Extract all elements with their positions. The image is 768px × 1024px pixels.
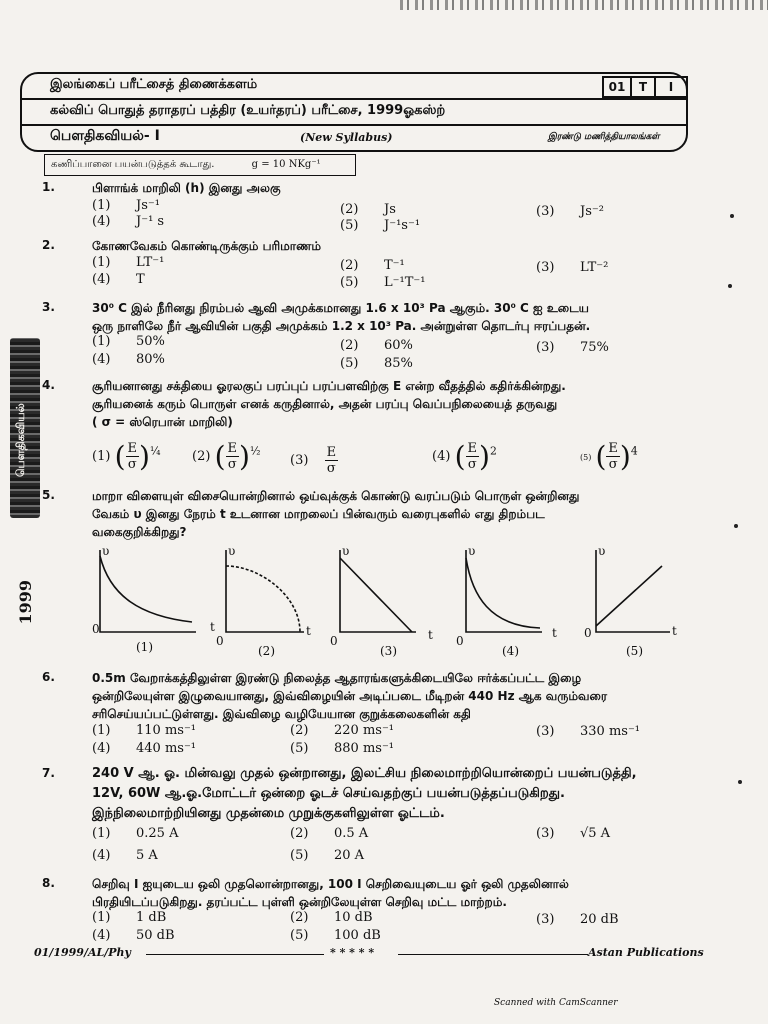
option [92, 848, 158, 863]
exponent: ¼ [149, 444, 161, 458]
graph-curve [100, 556, 192, 622]
option-value: T⁻¹ [384, 258, 405, 273]
option-number: (4) [432, 449, 451, 464]
question-text: சூரியனானது சக்தியை ஓரலகுப் பரப்புப் பரப்பளவிற்கு E என்ற வீதத்தில் கதிர்க்கின்றது. [92, 379, 566, 393]
option [290, 741, 394, 756]
graph-axes [340, 550, 416, 632]
frac-top: E [227, 441, 237, 456]
option-value: Js⁻² [580, 204, 604, 219]
option-number: (1) [92, 334, 111, 349]
option [536, 204, 604, 219]
option [290, 723, 394, 738]
frac-bottom: σ [467, 457, 477, 472]
question-text: பிளாங்க் மாறிலி (h) இனது அலகு [92, 181, 281, 195]
origin-label: 0 [456, 634, 464, 648]
question-number: 7. [42, 766, 55, 780]
graph-label: (4) [502, 644, 519, 658]
graph-label: (3) [380, 644, 397, 658]
scan-speck [728, 284, 732, 288]
question-number: 3. [42, 300, 55, 314]
code-box: T [630, 76, 656, 98]
exam-title: கல்விப் பொதுத் தராதரப் பத்திர (உயர்தரப்) பரீட்சை, 1999ஓகஸ்ற் [50, 103, 446, 118]
option-number: (4) [92, 352, 111, 367]
option [92, 352, 165, 367]
frac-bottom: σ [608, 457, 618, 472]
axis-x-label: t [552, 626, 557, 640]
department-name: இலங்கைப் பரீட்சைத் திணைக்களம் [50, 77, 258, 92]
option-formula: (5) ( $\frac{E}{\sigma}$ )$^4$ [580, 440, 638, 473]
subject-title: பௌதிகவியல்- I [50, 128, 160, 144]
option-number: (2) [290, 910, 309, 925]
option-number: (1) [92, 826, 111, 841]
axis-x-label: t [672, 624, 677, 638]
option-value: 20 dB [580, 912, 619, 927]
axis-y-label: υ [468, 544, 476, 558]
axis-y-label: υ [342, 544, 350, 558]
option-value: 60% [384, 338, 413, 353]
option-number: (4) [92, 928, 111, 943]
option [340, 356, 413, 371]
option-value: 10 dB [334, 910, 373, 925]
option-number: (2) [340, 258, 359, 273]
option-value: J⁻¹ s [136, 214, 165, 229]
option-number: (3) [536, 204, 555, 219]
option-formula [290, 445, 338, 476]
question-number: 2. [42, 238, 55, 252]
duration-label: இரண்டு மணித்தியாலங்கள் [548, 132, 660, 142]
option-number: (2) [340, 202, 359, 217]
option [92, 272, 145, 287]
question-text: இந்நிலைமாற்றியினது முதன்மை முறுக்குகளிலுள்ள ஓட்டம். [92, 806, 445, 821]
origin-label: 0 [584, 626, 592, 640]
option-number: (5) [290, 928, 309, 943]
question-text: ஒரு நாளிலே நீர் ஆவியின் பகுதி அமுக்கம் 1.2 x 10³ Pa. அன்றுள்ள தொடர்பு ஈரப்பதன். [92, 319, 591, 333]
frac-bottom: σ [127, 457, 137, 472]
option-value: 5 A [136, 848, 158, 863]
header-divider [22, 124, 686, 126]
option-value: LT⁻¹ [136, 255, 165, 270]
question-text: 0.5m வேறாக்கத்திலுள்ள இரண்டு நிலைத்த ஆதாரங்களுக்கிடையிலே ஈர்க்கப்பட்ட இழை [92, 671, 582, 685]
syllabus-label: (New Syllabus) [300, 131, 393, 144]
axis-y-label: υ [598, 544, 606, 558]
axis-y-label: υ [102, 544, 110, 558]
footer-publisher: Astan Publications [588, 946, 704, 959]
side-tab-label: பௌதிகவியல் [14, 403, 27, 477]
frac-top: E [127, 441, 137, 456]
frac-top: E [608, 441, 618, 456]
option-value: J⁻¹s⁻¹ [384, 218, 421, 233]
option-number: (5) [340, 218, 359, 233]
graph-axes [596, 550, 670, 632]
origin-label: 0 [330, 634, 338, 648]
footer-stars: * * * * * [330, 946, 375, 959]
option-value: 0.25 A [136, 826, 179, 841]
option-number: (2) [290, 723, 309, 738]
exponent: 4 [630, 444, 638, 458]
question-text: சூரியனைக் கரும் பொருள் எனக் கருதினால், அதன் பரப்பு வெப்பநிலையைத் தருவது [92, 397, 558, 411]
option-number: (4) [92, 214, 111, 229]
option-number: (1) [92, 723, 111, 738]
question-text: 12V, 60W ஆ.ஓ.மோட்டர் ஒன்றை ஓடச் செய்வதற்குப் பயன்படுத்தப்படுகிறது. [92, 786, 565, 801]
scan-watermark: Scanned with CamScanner [494, 998, 618, 1008]
question-text: ஒன்றிலேயுள்ள இழுவையானது, இவ்விழையின் அடிப்படை மீடிறன் 440 Hz ஆக வரும்வரை [92, 689, 608, 703]
question-text: பிரதியிடப்படுகிறது. தரப்பட்ட புள்ளி ஒன்றிலேயுள்ள செறிவு மட்ட மாற்றம். [92, 895, 507, 909]
option-formula: (4) ( $\frac{E}{\sigma}$ )$^2$ [432, 440, 497, 473]
option-number: (5) [340, 356, 359, 371]
graph-curve [466, 558, 540, 628]
option-number: (5) [290, 848, 309, 863]
frac-top: E [467, 441, 477, 456]
option-value: LT⁻² [580, 260, 609, 275]
axis-x-label: t [428, 628, 433, 642]
option [92, 214, 164, 229]
option-value: Js [384, 202, 396, 217]
option [92, 723, 196, 738]
graph-label: (5) [626, 644, 643, 658]
scan-speck [734, 524, 738, 528]
question-number: 1. [42, 180, 55, 194]
graph-curve [226, 566, 300, 632]
graph-line [340, 558, 412, 632]
graph-axes [226, 550, 304, 632]
option-value: 100 dB [334, 928, 381, 943]
graph-line [596, 566, 662, 626]
option-number: (2) [290, 826, 309, 841]
option [290, 826, 368, 841]
option-value: 50% [136, 334, 165, 349]
exponent: ½ [249, 444, 261, 458]
option [340, 258, 405, 273]
scan-speck [730, 214, 734, 218]
option-number: (3) [536, 912, 555, 927]
code-box: 01 [602, 76, 632, 98]
origin-label: 0 [92, 622, 100, 636]
option [290, 910, 373, 925]
option-value: 0.5 A [334, 826, 369, 841]
question-text: வகைகுறிக்கிறது? [92, 525, 187, 539]
option-value: 20 A [334, 848, 365, 863]
option-value: √5 A [580, 826, 611, 841]
option-formula: (2) ( $\frac{E}{\sigma}$ )$^{\frac{1}{2}}$ [192, 440, 261, 473]
option [340, 275, 425, 290]
option-value: 110 ms⁻¹ [136, 723, 197, 738]
option [92, 255, 164, 270]
graph-label: (1) [136, 640, 153, 654]
gravity-value: g = 10 NKg⁻¹ [251, 159, 321, 170]
note-text: கணிப்பானை பயன்படுத்தக் கூடாது. [51, 159, 215, 170]
option-number: (5) [340, 275, 359, 290]
question-text: 240 V ஆ. ஓ. மின்வலு முதல் ஒன்றானது, இலட்சிய நிலைமாற்றியொன்றைப் பயன்படுத்தி, [92, 766, 637, 781]
question-number: 6. [42, 670, 55, 684]
question-text: செறிவு I ஐயுடைய ஒலி முதலொன்றானது, 100 I செறிவையுடைய ஓர் ஒலி முதலினால் [92, 877, 569, 891]
option [340, 218, 420, 233]
option-number: (5) [290, 741, 309, 756]
option-number: (5) [580, 453, 592, 462]
option [536, 912, 619, 927]
option-number: (4) [92, 741, 111, 756]
option [340, 338, 413, 353]
question-number: 5. [42, 488, 55, 502]
exponent: 2 [489, 444, 497, 458]
question-text: மாறா விளையுள் விசையொன்றினால் ஒய்வுக்குக் கொண்டு வரப்படும் பொருள் ஒன்றினது [92, 489, 580, 503]
question-number: 4. [42, 378, 55, 392]
option [92, 928, 175, 943]
scan-noise [400, 0, 768, 10]
option [536, 260, 608, 275]
footer-rule [146, 954, 324, 955]
axis-y-label: υ [228, 544, 236, 558]
option [92, 741, 196, 756]
option-value: 85% [384, 356, 413, 371]
axis-x-label: t [306, 624, 311, 638]
option-value: L⁻¹T⁻¹ [384, 275, 426, 290]
option-number: (3) [536, 724, 555, 739]
option-number: (3) [536, 340, 555, 355]
question-text: கோணவேகம் கொண்டிருக்கும் பரிமாணம் [92, 239, 321, 253]
graph-label: (2) [258, 644, 275, 658]
option-number: (1) [92, 255, 111, 270]
option [290, 848, 364, 863]
header-divider [22, 98, 686, 100]
side-year: 1999 [16, 580, 35, 625]
option-value: 75% [580, 340, 609, 355]
option-formula: (1) ( $\frac{E}{\sigma}$ )$^{\frac{1}{4}}$ [92, 440, 161, 473]
option-number: (3) [536, 260, 555, 275]
option-number: (2) [192, 449, 211, 464]
option-number: (1) [92, 198, 111, 213]
origin-label: 0 [216, 634, 224, 648]
option-value: Js⁻¹ [136, 198, 160, 213]
option [536, 724, 640, 739]
option-value: 220 ms⁻¹ [334, 723, 395, 738]
option-number: (4) [92, 848, 111, 863]
graph-axes [100, 550, 196, 632]
question-text: சரிசெய்யப்பட்டுள்ளது. இவ்விழை வழியேயான குறுக்கலைகளின் கதி [92, 707, 471, 721]
question-text: வேகம் υ இனது நேரம் t உடனான மாறலைப் பின்வரும் வரைபுகளில் எது திறம்பட [92, 507, 545, 521]
option-number: (1) [92, 449, 111, 464]
question-number: 8. [42, 876, 55, 890]
option-value: 330 ms⁻¹ [580, 724, 641, 739]
question-text: 30⁰ C இல் நீரினது நிரம்பல் ஆவி அமுக்கமானது 1.6 x 10³ Pa ஆகும். 30⁰ C ஐ உடைய [92, 301, 589, 315]
option [340, 202, 396, 217]
option-number: (2) [340, 338, 359, 353]
option-value: 80% [136, 352, 165, 367]
option-value: 1 dB [136, 910, 167, 925]
footer-code: 01/1999/AL/Phy [34, 946, 131, 959]
option [290, 928, 381, 943]
frac-bottom: σ [227, 457, 237, 472]
option-number: (3) [536, 826, 555, 841]
option [92, 334, 165, 349]
option [536, 826, 610, 841]
option [92, 198, 160, 213]
frac-top: E [326, 445, 337, 460]
option-value: 440 ms⁻¹ [136, 741, 197, 756]
option-value: 50 dB [136, 928, 175, 943]
axis-x-label: t [210, 620, 215, 634]
frac-bottom: σ [326, 461, 336, 476]
option [92, 826, 178, 841]
option-number: (1) [92, 910, 111, 925]
question-text: ( σ = ஸ்ரெபான் மாறிலி) [92, 415, 233, 429]
calculator-note [44, 154, 356, 176]
option-value: 880 ms⁻¹ [334, 741, 395, 756]
option [92, 910, 166, 925]
footer-rule [398, 954, 588, 955]
option-number: (3) [290, 453, 309, 468]
scan-speck [738, 780, 742, 784]
option-value: T [136, 272, 145, 287]
code-box: I [654, 76, 688, 98]
option-number: (4) [92, 272, 111, 287]
option [536, 340, 609, 355]
